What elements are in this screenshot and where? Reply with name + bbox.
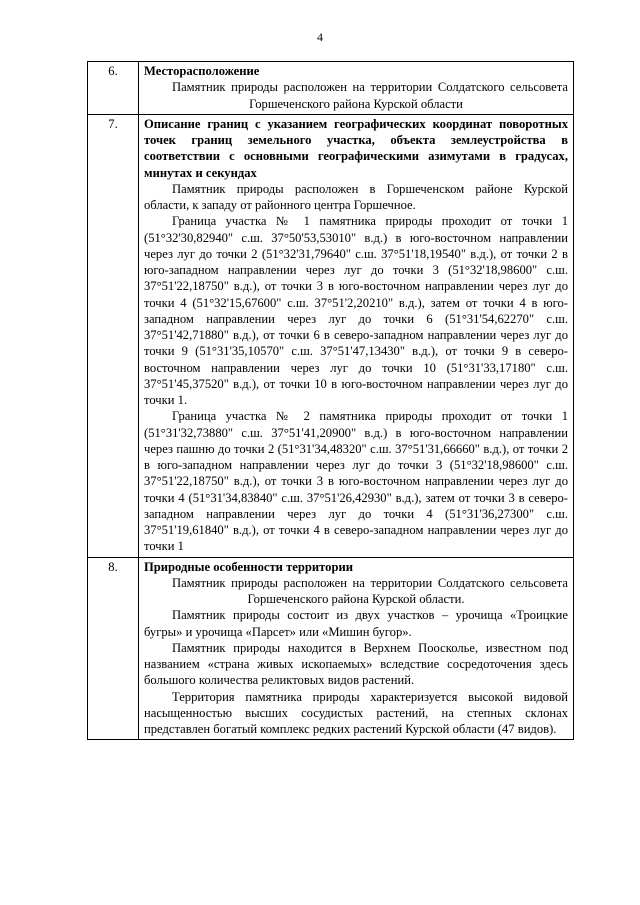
row-content [139, 62, 574, 115]
row-paragraph: Памятник природы расположен на территории Солдатского сельсовета Горшеченского района Курской области [172, 80, 568, 111]
row-number: 7. [88, 114, 139, 557]
row-number: 6. [88, 62, 139, 115]
row-title: Месторасположение [144, 64, 260, 78]
page-number: 4 [317, 30, 323, 44]
row-paragraph: Памятник природы расположен в Горшеченском районе Курской области, к западу от районного центра Горшечное. [144, 181, 568, 212]
row-title: Природные особенности территории [144, 559, 353, 574]
row-number: 8. [88, 557, 139, 740]
row-paragraph: Памятник природы расположен на территории Солдатского сельсовета Горшеченского района Курской области. [172, 575, 568, 606]
row-content [139, 114, 574, 557]
row-paragraph: Памятник природы состоит из двух участков – урочища «Троицкие бугры» и урочища «Парсет» или «Мишин бугор». [144, 608, 568, 639]
table-row [88, 114, 574, 557]
row-paragraph: Памятник природы находится в Верхнем Поосколье, известном под названием «страна живых ископаемых» вследствие сосредоточения здесь большого количества реликтовых видов растений. [144, 640, 568, 688]
table-row [88, 557, 574, 740]
row-paragraph: Территория памятника природы характеризуется высокой видовой насыщенностью высших сосудистых растений, на степных склонах представлен богатый комплекс редких растений Курской области (47 видов). [144, 689, 568, 736]
row-content [139, 557, 574, 740]
row-paragraph: Граница участка № 2 памятника природы проходит от точки 1 (51°31'32,73880" с.ш. 37°51'41,20900" в.д.) в юго-восточном направлении через пашню до точки 2 (51°31'34,48320" с.ш. 37°51'31,66660" в.д.), от точки 2 в юго-западном направлении через луг до точки 3 (51°32'18,98600" с.ш. 37°51'22,18750" в.д.), от точки 3 в юго-восточном направлении через луг до точки 4 (51°31'34,83840" с.ш. 37°51'26,42930" в.д.), затем от точки 3 в северо-западном направлении через луг до точки 4 (51°31'36,27300" с.ш. 37°51'19,61840" в.д.), от точки 4 в северо-западном направлении через луг до точки 1 [144, 409, 568, 554]
row-title: Описание границ с указанием географических координат поворотных точек границ земельного участка, объекта землеустройства в соответствии с основными географическими азимутами в градусах, минутах и секундах [144, 116, 568, 180]
info-table [87, 61, 574, 740]
row-paragraph: Граница участка № 1 памятника природы проходит от точки 1 (51°32'30,82940" с.ш. 37°50'53,53010" в.д.) в юго-восточном направлении через луг до точки 2 (51°32'31,79640" с.ш. 37°51'18,19540" в.д.), от точки 2 в юго-западном направлении через луг до точки 3 (51°32'18,98600" с.ш. 37°51'22,18750" в.д.), от точки 3 в юго-восточном направлении через луг до точки 4 (51°32'15,67600" с.ш. 37°51'2,20210" в.д.), затем от точки 4 в юго-западном направлении через луг до точки 6 (51°31'54,62270" с.ш. 37°51'42,71880" в.д.), от точки 6 в северо-западном направлении через луг до точки 9 (51°31'35,10570" с.ш. 37°51'47,13430" в.д.), от точки 9 в северо-восточном направлении через луг до точки 10 (51°31'33,17180" с.ш. 37°51'45,37520" в.д.), от точки 10 в юго-восточном направлении через луг до точки 1. [144, 214, 568, 407]
table-row [88, 62, 574, 115]
